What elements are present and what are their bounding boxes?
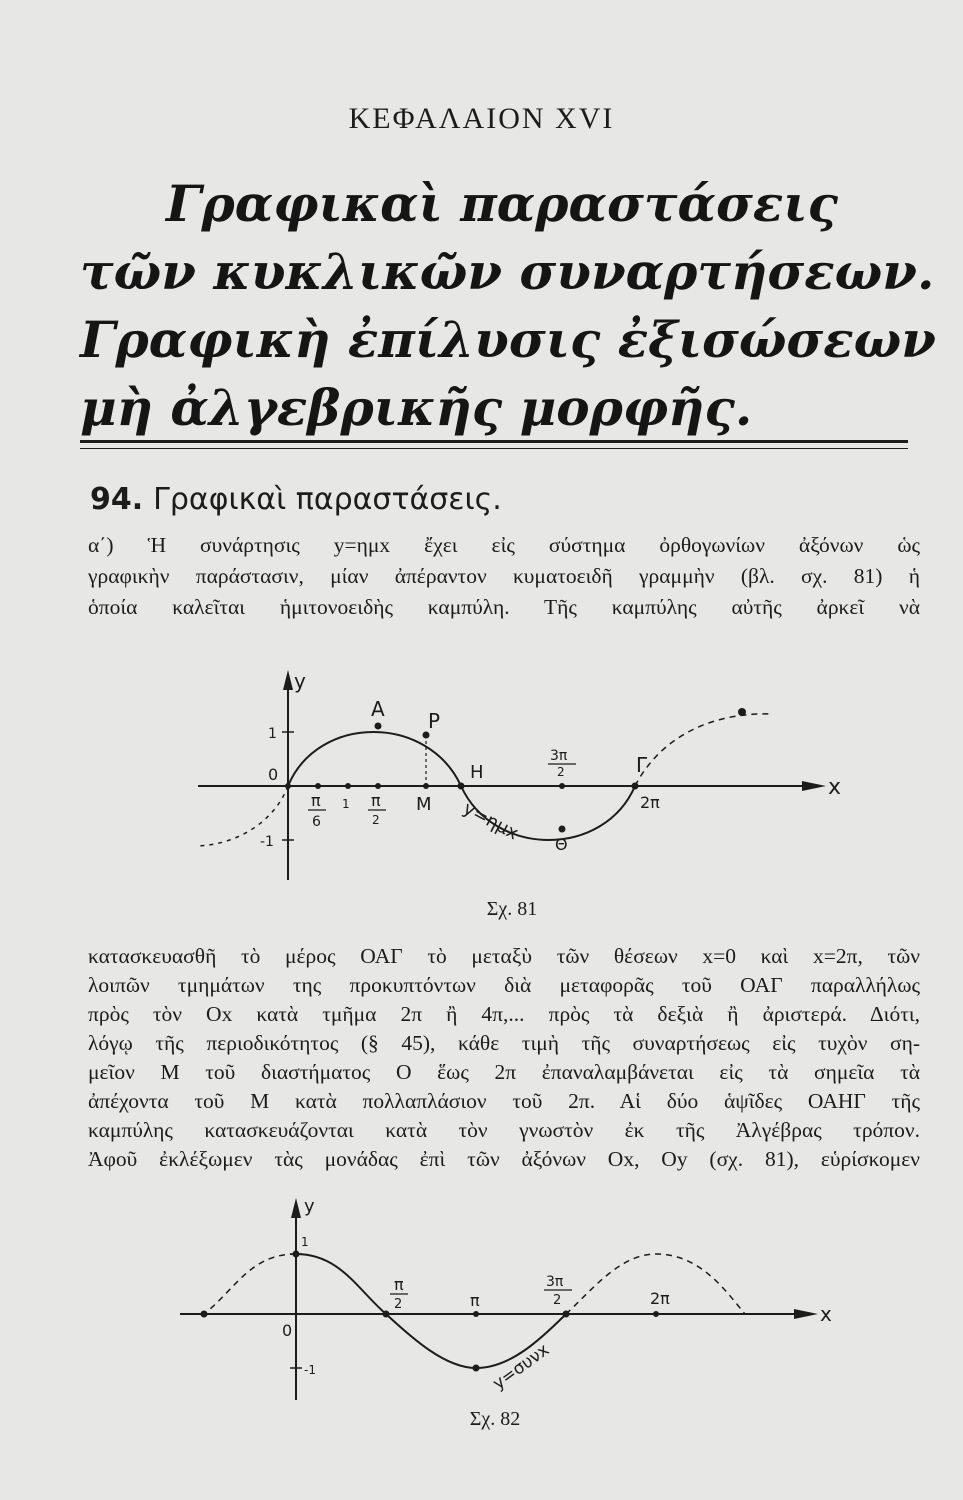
text-line: κατασκευασθῆ τὸ μέρος ΟΑΓ τὸ μεταξὺ τῶν θέσεων x=0 καὶ x=2π, τῶν	[88, 944, 920, 968]
point-2pi	[653, 1311, 659, 1317]
text-line: πρὸς τὸν Οx κατὰ τμῆμα 2π ἢ 4π,... πρὸς τὰ δεξιὰ ἢ ἀριστερά. Διότι,	[88, 1002, 920, 1026]
point-pi2	[375, 783, 381, 789]
text-line: Ἀφοῦ ἐκλέξωμεν τὰς μονάδας ἐπὶ τῶν ἀξόνων Οx, Οy (σχ. 81), εὑρίσκομεν	[88, 1147, 920, 1171]
label-2pi: 2π	[640, 793, 660, 812]
title-line: τῶν κυκλικῶν συναρτήσεων.	[80, 242, 935, 301]
x-axis-label: x	[828, 775, 842, 800]
figure-81-sine-graph	[190, 660, 850, 890]
text-line: α΄) Ἡ συνάρτησις y=ημx ἔχει εἰς σύστημα ὀρθογωνίων ἀξόνων ὡς	[88, 533, 920, 557]
y-axis-label: y	[304, 1196, 315, 1217]
label-pi2-den: 2	[372, 813, 380, 827]
section-title: Γραφικαὶ παραστάσεις.	[153, 482, 502, 517]
curve-label-sin: y=ημx	[459, 797, 522, 845]
chapter-heading: ΚΕΦΑΛΑΙΟΝ XVI	[348, 102, 615, 135]
label-H: H	[470, 762, 484, 783]
sine-dashed-right	[635, 714, 772, 786]
label-minus-one: -1	[260, 834, 274, 850]
label-pi2-num: π	[394, 1275, 404, 1294]
point-M	[423, 783, 429, 789]
point-min	[473, 1365, 480, 1372]
figure-82-caption: Σχ. 82	[469, 1408, 521, 1430]
label-Theta: Θ	[555, 835, 568, 854]
text-line: ἀπέχοντα τοῦ Μ κατὰ πολλαπλάσιον τοῦ 2π. Αἱ δύο ἁψῖδες ΟΑΗΓ τῆς	[88, 1089, 920, 1113]
point-3pi2	[559, 783, 565, 789]
figure-81-caption: Σχ. 81	[486, 898, 538, 920]
y-axis-label: y	[294, 669, 306, 693]
x-axis-arrow	[794, 1309, 818, 1319]
point-3pi2	[563, 1311, 570, 1318]
point-origin	[285, 783, 291, 789]
label-M: M	[416, 794, 432, 815]
label-one: 1	[301, 1235, 309, 1249]
point-pi	[473, 1311, 479, 1317]
text-line: λόγῳ τῆς περιοδικότητος (§ 45), κάθε τιμὴ τῆς συναρτήσεως εἰς τυχὸν ση-	[88, 1031, 920, 1055]
label-pi6-den: 6	[312, 814, 321, 830]
label-pi: π	[470, 1291, 480, 1310]
section-heading	[90, 482, 502, 517]
point-pi2	[383, 1311, 390, 1318]
title-rule-thick	[80, 440, 908, 443]
label-3pi2-den: 2	[557, 765, 565, 779]
title-rule-thin	[80, 448, 908, 449]
text-line: μεῖον Μ τοῦ διαστήματος Ο ἕως 2π ἐπαναλαμβάνεται εἰς τὰ σημεῖα τὰ	[88, 1060, 920, 1084]
label-pi2-num: π	[371, 791, 381, 810]
text-line: γραφικὴν παράστασιν, μίαν ἀπέραντον κυματοειδῆ γραμμὴν (βλ. σχ. 81) ἡ	[88, 564, 920, 588]
label-one: 1	[268, 726, 277, 742]
point-Theta	[559, 826, 566, 833]
label-A: A	[371, 697, 385, 721]
label-minus-one: -1	[304, 1363, 316, 1377]
cosine-dashed-left	[204, 1254, 296, 1314]
label-pi2-den: 2	[394, 1297, 403, 1312]
label-origin: 0	[282, 1321, 293, 1340]
chapter-title	[70, 170, 936, 442]
label-pi6-num: π	[311, 791, 321, 810]
x-axis-label: x	[820, 1302, 832, 1326]
point-max	[293, 1251, 300, 1258]
y-axis-arrow	[291, 1198, 301, 1218]
label-3pi2-den: 2	[553, 1293, 562, 1308]
point-A	[375, 723, 382, 730]
point-Gamma	[632, 783, 639, 790]
x-axis-arrow	[802, 781, 826, 791]
curve-label-cos: y=συνx	[489, 1339, 554, 1395]
paragraph-1	[88, 530, 920, 623]
section-number: 94.	[90, 482, 144, 517]
label-Gamma: Γ	[636, 753, 648, 777]
paragraph-2	[88, 942, 920, 1174]
point-dashed-max	[738, 708, 746, 716]
point-left-end	[201, 1311, 208, 1318]
label-P: P	[428, 709, 441, 733]
figure-82-cosine-graph	[180, 1190, 840, 1405]
label-3pi2-num: 3π	[550, 748, 568, 764]
text-line: καμπύλης κατασκευάζονται κατὰ τὸν γνωστὸν ἐκ τῆς Ἀλγέβρας τρόπον.	[88, 1118, 920, 1142]
y-axis-arrow	[283, 670, 293, 690]
point-pi6	[315, 783, 321, 789]
title-line: Γραφικαὶ παραστάσεις	[166, 174, 838, 233]
title-line: Γραφικὴ ἐπίλυσις ἐξισώσεων	[80, 310, 936, 369]
point-1	[345, 783, 351, 789]
text-line: ὁποία καλεῖται ἡμιτονοειδὴς καμπύλη. Τῆς καμπύλης αὐτῆς ἀρκεῖ νὰ	[88, 595, 920, 619]
label-2pi: 2π	[650, 1289, 670, 1308]
label-3pi2-num: 3π	[546, 1274, 564, 1290]
sine-dashed-left	[198, 786, 288, 846]
text-line: λοιπῶν τμημάτων της προκυπτόντων διὰ μεταφορᾶς τοῦ ΟΑΓ παραλλήλως	[88, 973, 920, 997]
label-origin: 0	[268, 765, 279, 784]
point-H	[458, 783, 465, 790]
label-tick-1: 1	[342, 797, 350, 811]
title-line: μὴ ἀλγεβρικῆς μορφῆς.	[80, 378, 753, 437]
